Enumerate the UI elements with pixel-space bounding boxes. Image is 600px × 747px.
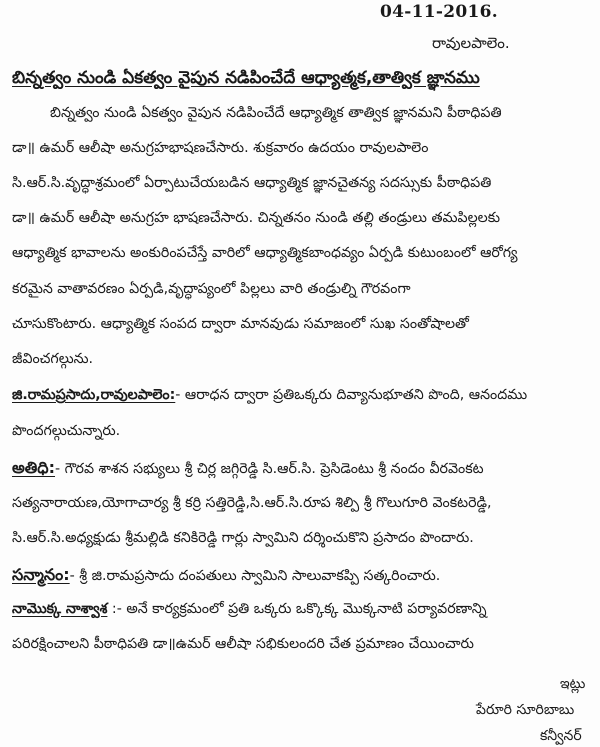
body-line: చూసుకొంటారు. ఆధ్యాత్మిక సంపద ద్వారా మానవుడు సమాజంలో సుఖ సంతోషాలతో — [12, 316, 469, 332]
section-line: పొందగల్గుచున్నారు. — [12, 423, 121, 439]
body-line: బిన్నత్వం నుండి ఏకత్వం వైపున నడిపించేదే ఆధ్యాత్మిక తాత్విక జ్ఞానమని పీఠాధిపతి — [50, 105, 502, 121]
section-line — [12, 567, 440, 583]
document-date: 04-11-2016. — [380, 2, 498, 22]
section-text: - గౌరవ శాశన సభ్యులు శ్రీ చిర్ల జగ్గిరెడ్డి సి.ఆర్.సి. ప్రెసిడెంటు శ్రీ నందం వీరవెంకట — [55, 461, 484, 477]
signature-name: పేరూరి సూరిబాబు — [476, 702, 575, 718]
body-line: కరమైన వాతావరణం ఏర్పడి,వృద్ధాప్యంలో పిల్లలు వారి తండ్రుల్ని గౌరవంగా — [12, 281, 411, 297]
body-line: జీవించగల్గును. — [12, 351, 94, 367]
section-line — [12, 460, 484, 476]
section-heading: జి.రామప్రసాదు,రావులపాలెం: — [12, 387, 176, 403]
body-line: డా॥ ఉమర్ ఆలీషా అనుగ్రహ భాషణచేసారు. చిన్నతనం నుండి తల్లి తండ్రులు తమపిల్లలకు — [12, 210, 501, 226]
section-text: - ఆరాధన ద్వారా ప్రతిఒక్కరు దివ్యానుభూతని పొంది, ఆనందము — [175, 387, 528, 403]
section-text: :- అనే కార్యక్రమంలో ప్రతి ఒక్కరు ఒక్కొక్క మొక్కనాటి పర్యావరణాన్ని — [107, 601, 487, 617]
section-text: - శ్రీ జి.రామప్రసాదు దంపతులు స్వామిని సాలువాకప్పి సత్కరించారు. — [69, 568, 441, 584]
document-title: బిన్నత్వం నుండి ఏకత్వం వైపున నడిపించేదే ఆధ్యాత్మక,తాత్విక జ్ఞానము — [12, 68, 480, 88]
section-heading: అతిధి: — [12, 458, 56, 477]
section-line: పరిరక్షించాలని పీఠాధిపతి డా॥ఉమర్ ఆలీషా సభికులందరి చేత ప్రమాణం చేయించారు — [12, 636, 474, 652]
signature-closing: ఇట్లు — [560, 676, 586, 692]
section-line — [12, 388, 527, 402]
section-line: సి.ఆర్.సి.అధ్యక్షుడు శ్రీమల్లిడి కనికిరెడ్డి గార్లు స్వామిని దర్శించుకొని ప్రసాదం పొందారు. — [12, 530, 474, 546]
signature-role: కన్వీనర్ — [540, 728, 582, 744]
section-line: సత్యనారాయణ,యోగాచార్య శ్రీ కర్రి సత్తిరెడ్డి,సి.ఆర్.సి.రూప శిల్పి శ్రీ గొలుగూరి వెంకటరెడ్డి, — [12, 495, 492, 511]
body-line: సి.ఆర్.సి.వృద్ధాశ్రమంలో ఏర్పాటుచేయబడిన ఆధ్యాత్మిక జ్ఞానచైతన్య సదస్సుకు పీఠాధిపతి — [12, 175, 492, 191]
section-line — [12, 602, 487, 616]
body-line: ఆధ్యాత్మిక భావాలను అంకురింపచేస్తే వారిలో ఆధ్యాత్మికబాంధవ్యం ఏర్పడి కుటుంబంలో ఆరోగ్య — [12, 245, 518, 261]
document-place: రావులపాలెం. — [432, 34, 510, 52]
section-heading: నామొక్క నాశ్వాశ — [12, 601, 108, 617]
body-line: డా॥ ఉమర్ ఆలీషా అనుగ్రహభాషణచేసారు. శుక్రవారం ఉదయం రావులపాలెం — [12, 140, 429, 156]
section-heading: సన్మానం: — [12, 565, 70, 584]
